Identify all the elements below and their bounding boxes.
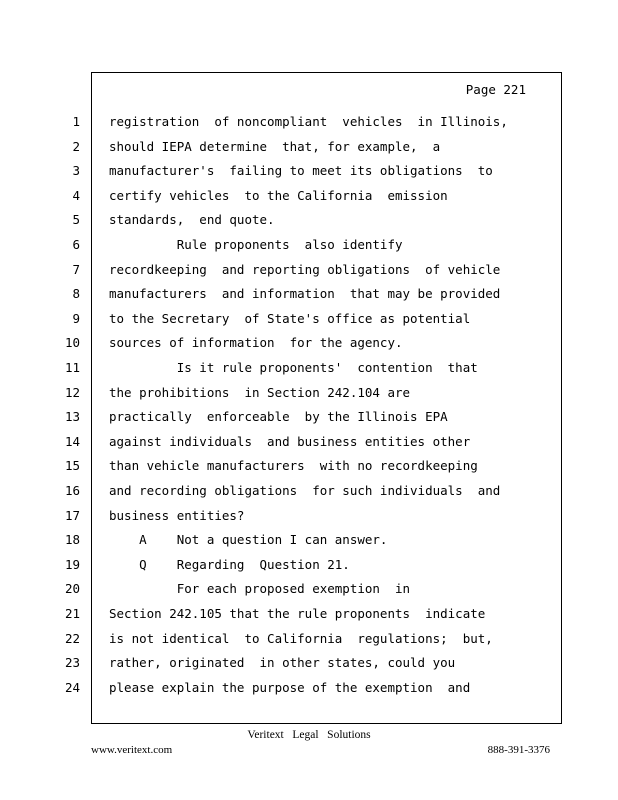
transcript-line xyxy=(0,679,618,697)
line-text: Q Regarding Question 21. xyxy=(109,556,350,572)
line-text: recordkeeping and reporting obligations of vehicle xyxy=(109,261,501,277)
line-text: against individuals and business entities other xyxy=(109,433,471,449)
line-text: business entities? xyxy=(109,507,245,523)
line-number: 17 xyxy=(64,507,80,523)
transcript-line xyxy=(0,162,618,180)
line-text: manufacturers and information that may be provided xyxy=(109,286,501,302)
line-text: standards, end quote. xyxy=(109,212,275,228)
transcript-line xyxy=(0,138,618,156)
line-number: 23 xyxy=(64,655,80,671)
line-text: manufacturer's failing to meet its obligations to xyxy=(109,163,493,179)
transcript-line xyxy=(0,236,618,254)
line-number: 21 xyxy=(64,606,80,621)
transcript-line xyxy=(0,359,618,377)
transcript-line xyxy=(0,605,618,623)
transcript-line xyxy=(0,285,618,303)
transcript-line xyxy=(0,187,618,205)
transcript-line xyxy=(0,507,618,525)
line-number: 10 xyxy=(64,335,80,351)
transcript-line xyxy=(0,580,618,598)
line-text: is not identical to California regulations; but, xyxy=(109,630,493,646)
line-text: sources of information for the agency. xyxy=(109,335,403,351)
line-text: the prohibitions in Section 242.104 are xyxy=(109,384,411,400)
line-text: rather, originated in other states, could you xyxy=(109,655,456,671)
transcript-line xyxy=(0,556,618,574)
transcript-line xyxy=(0,482,618,500)
page-number-label: Page 221 xyxy=(465,82,526,97)
transcript-line xyxy=(0,408,618,426)
line-number: 15 xyxy=(64,458,80,474)
line-number: 2 xyxy=(72,138,80,154)
line-text: For each proposed exemption in xyxy=(109,581,411,597)
transcript-line xyxy=(0,630,618,648)
line-text: certify vehicles to the California emission xyxy=(109,187,448,203)
line-number: 6 xyxy=(72,237,80,252)
line-text: Rule proponents also identify xyxy=(109,237,403,252)
line-number: 24 xyxy=(64,679,80,695)
line-text: to the Secretary of State's office as potential xyxy=(109,310,471,326)
line-text: and recording obligations for such individuals and xyxy=(109,483,501,498)
transcript-line xyxy=(0,457,618,475)
transcript-line xyxy=(0,531,618,549)
line-text: should IEPA determine that, for example, a xyxy=(109,138,441,154)
line-number: 22 xyxy=(64,630,80,646)
line-number: 1 xyxy=(72,114,80,129)
line-text: than vehicle manufacturers with no recordkeeping xyxy=(109,458,478,474)
line-number: 14 xyxy=(64,433,80,449)
transcript-line xyxy=(0,310,618,328)
line-number: 8 xyxy=(72,286,80,302)
transcript-line xyxy=(0,654,618,672)
line-text: registration of noncompliant vehicles in Illinois, xyxy=(109,114,508,129)
footer-phone: 888-391-3376 xyxy=(487,744,550,756)
line-number: 9 xyxy=(72,310,80,326)
transcript-line xyxy=(0,433,618,451)
line-number: 12 xyxy=(64,384,80,400)
line-text: practically enforceable by the Illinois EPA xyxy=(109,409,448,425)
footer-company: Veritext Legal Solutions xyxy=(247,729,371,741)
line-number: 20 xyxy=(64,581,80,597)
line-text: Section 242.105 that the rule proponents indicate xyxy=(109,606,486,621)
line-text: A Not a question I can answer. xyxy=(109,532,388,548)
line-number: 5 xyxy=(72,212,80,228)
line-number: 7 xyxy=(72,261,80,277)
line-text: Is it rule proponents' contention that xyxy=(109,360,478,375)
line-number: 4 xyxy=(72,187,80,203)
line-text: please explain the purpose of the exemption and xyxy=(109,679,471,695)
transcript-line xyxy=(0,384,618,402)
line-number: 13 xyxy=(64,409,80,425)
transcript-line xyxy=(0,334,618,352)
line-number: 3 xyxy=(72,163,80,179)
transcript-line xyxy=(0,211,618,229)
footer-website: www.veritext.com xyxy=(91,744,173,756)
line-number: 11 xyxy=(64,360,80,375)
line-number: 18 xyxy=(64,532,80,548)
line-number: 19 xyxy=(64,556,80,572)
transcript-line xyxy=(0,261,618,279)
transcript-line xyxy=(0,113,618,131)
line-number: 16 xyxy=(64,483,80,498)
